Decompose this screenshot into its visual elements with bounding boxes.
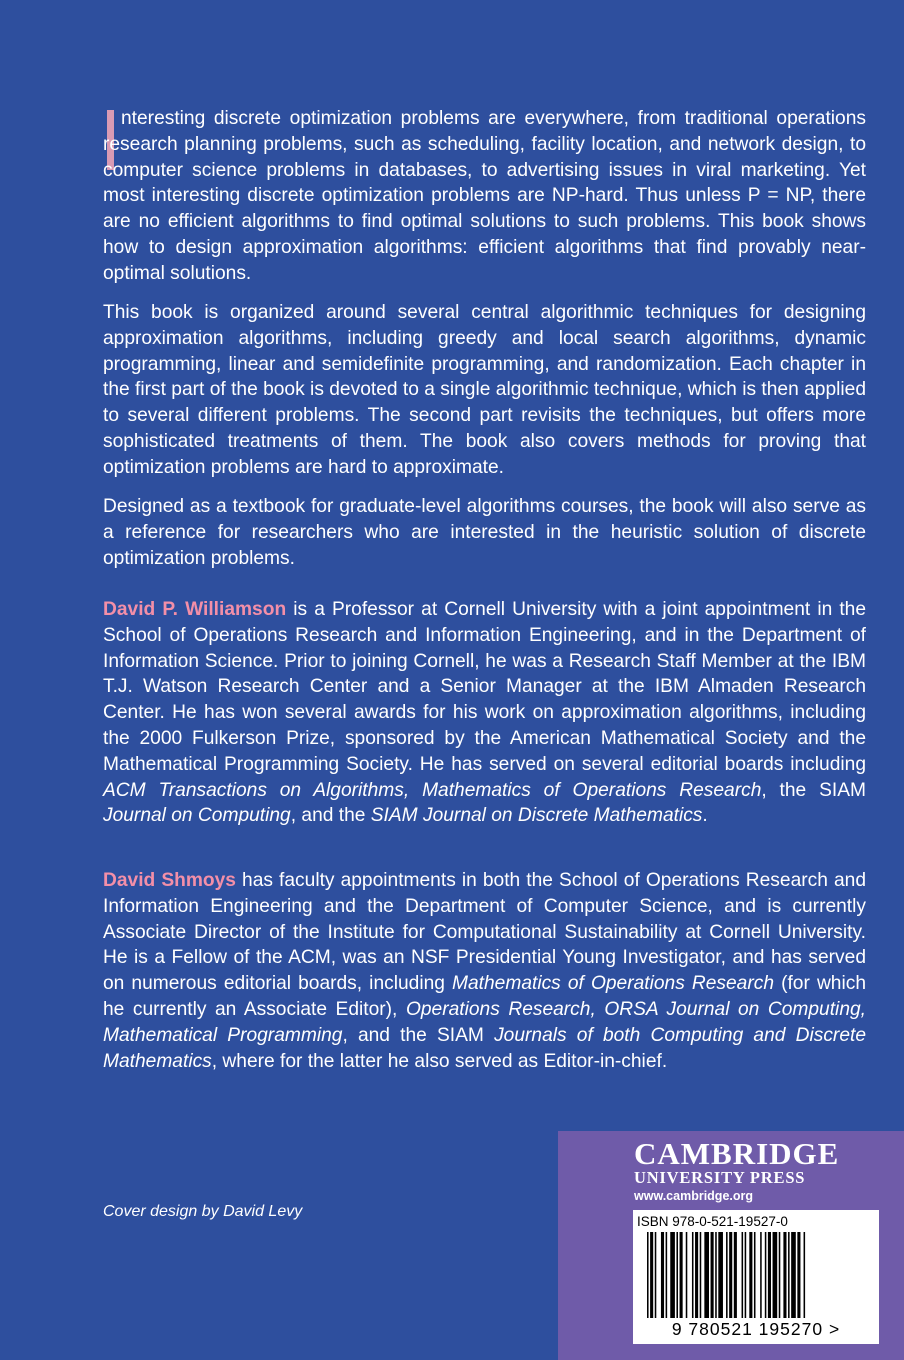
publisher-name: CAMBRIDGE bbox=[634, 1136, 840, 1171]
journal-title: Journals of both Computing and Discrete Mathematics bbox=[103, 1024, 866, 1072]
designed-text: Designed as a textbook for graduate-level algorithms courses, the book will also serve as a reference for researchers who are interested in the heuristic solution of discrete optimization problems. bbox=[103, 496, 866, 569]
author-name-shmoys: David Shmoys bbox=[103, 870, 236, 891]
williamson-bio bbox=[103, 597, 866, 829]
bio-text: . bbox=[702, 805, 708, 827]
barcode-box bbox=[633, 1210, 879, 1344]
shmoys-bio bbox=[103, 868, 866, 1074]
bio-text: is a Professor at Cornell University with a joint appointment in the School of Operations Research and Information Engineering, and in the Department of Information Science. Prior to joining Cornell, he was a Research Staff Member at the IBM T.J. Watson Research Center and a Senior Manager at the IBM Almaden Research Center. He has won several awards for his work on approximation algorithms, including the 2000 Fulkerson Prize, sponsored by the American Mathematical Society and the Mathematical Programming Society. He has served on several editorial boards including bbox=[103, 599, 867, 775]
journal-title: Mathematics of Operations Research bbox=[452, 973, 774, 995]
bio-text: (for which he currently an Associate Editor), bbox=[103, 973, 866, 1020]
publisher-subtitle: UNIVERSITY PRESS bbox=[634, 1168, 806, 1187]
journal-title: ACM Transactions on Algorithms, Mathematics of Operations Research bbox=[103, 779, 762, 801]
cover-design-credit: Cover design by David Levy bbox=[103, 1203, 303, 1220]
bio-text: , where for the latter he also served as Editor-in-chief. bbox=[211, 1050, 668, 1072]
journal-title: Operations Research, ORSA Journal on Computing, Mathematical Programming bbox=[103, 998, 866, 1046]
techniques-text: This book is organized around several central algorithmic techniques for designing approximation algorithms, including greedy and local search algorithms, dynamic programming, linear and semidefinite programming, and randomization. Each chapter in the first part of the book is devoted to a single algorithmic technique, which is then applied to several different problems. The second part revisits the techniques, but offers more sophisticated treatments of them. The book also covers methods for proving that optimization problems are hard to approximate. bbox=[103, 302, 866, 478]
barcode-digits: 9 780521 195270 > bbox=[671, 1319, 841, 1339]
intro-text: nteresting discrete optimization problems are everywhere, from traditional operations research planning problems, such as scheduling, facility location, and network design, to computer science problems in databases, to advertising issues in viral marketing. Yet most interesting discrete optimization problems are NP-hard. Thus unless P = NP, there are no efficient algorithms to find optimal solutions to such problems. This book shows how to design approximation algorithms: efficient algorithms that find provably near-optimal solutions. bbox=[103, 108, 866, 284]
publisher-panel bbox=[558, 1131, 904, 1360]
journal-title: Journal on Computing bbox=[103, 805, 291, 827]
designed-paragraph bbox=[103, 494, 866, 571]
barcode-icon bbox=[645, 1232, 867, 1320]
isbn-label: ISBN 978-0-521-19527-0 bbox=[637, 1214, 788, 1229]
bio-text: , and the SIAM bbox=[342, 1024, 495, 1046]
intro-paragraph bbox=[103, 106, 866, 287]
publisher-website: www.cambridge.org bbox=[634, 1189, 754, 1203]
bio-text: has faculty appointments in both the School of Operations Research and Information Engineering and the Department of Computer Science, and is currently Associate Director of the Institute for Computational Sustainability at Cornell University. He is a Fellow of the ACM, was an NSF Presidential Young Investigator, and has served on numerous editorial boards, including bbox=[103, 870, 866, 995]
bio-text: , and the bbox=[290, 805, 371, 827]
author-name-williamson: David P. Williamson bbox=[103, 599, 287, 620]
bio-text: , the SIAM bbox=[761, 779, 866, 801]
techniques-paragraph bbox=[103, 300, 866, 481]
journal-title: SIAM Journal on Discrete Mathematics bbox=[370, 805, 703, 827]
